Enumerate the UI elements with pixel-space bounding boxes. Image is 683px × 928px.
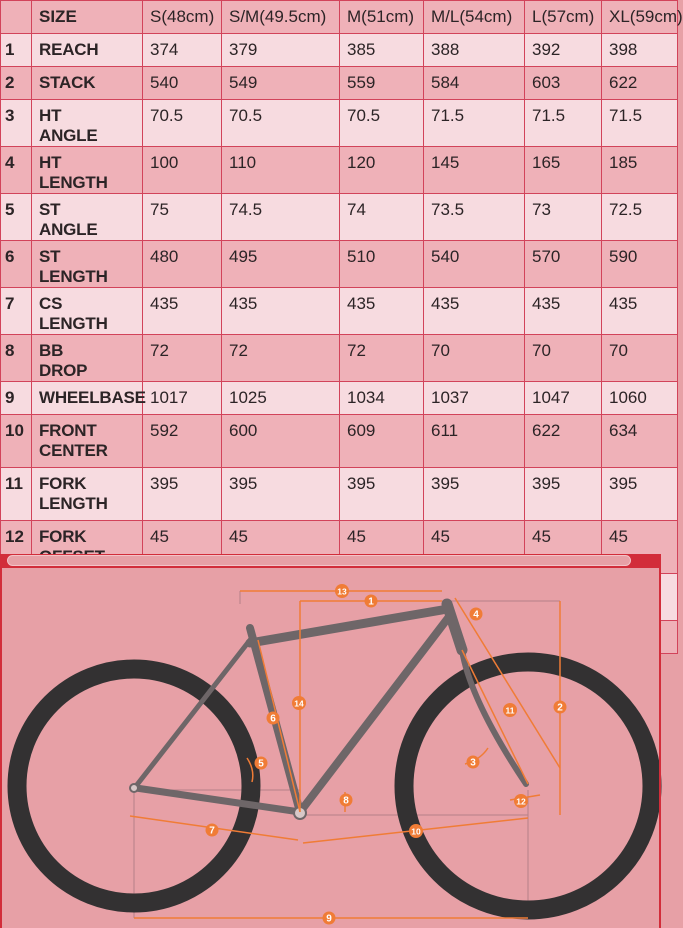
row-label: ST ANGLE	[32, 194, 143, 241]
row-label: FRONT CENTER	[32, 415, 143, 468]
row-number: 6	[1, 241, 32, 288]
row-label: BB DROP	[32, 335, 143, 382]
value-cell: 592	[143, 415, 222, 468]
value-cell: 435	[424, 288, 525, 335]
value-cell: 45	[222, 521, 340, 574]
marker-11	[503, 703, 517, 717]
table-row	[1, 67, 678, 100]
table-row	[1, 194, 678, 241]
table-row	[1, 100, 678, 147]
value-cell: 71.5	[525, 100, 602, 147]
header-cell: XL(59cm)	[602, 1, 678, 34]
marker-label: 13	[337, 586, 347, 597]
marker-label: 3	[470, 757, 476, 769]
diagram-right-border	[659, 568, 661, 928]
value-cell: 100	[143, 147, 222, 194]
value-cell: 622	[525, 415, 602, 468]
header-cell	[1, 1, 32, 34]
row-label: HT ANGLE	[32, 100, 143, 147]
header-cell: M(51cm)	[340, 1, 424, 34]
table-row	[1, 147, 678, 194]
value-cell: 388	[424, 34, 525, 67]
value-cell: 395	[424, 468, 525, 521]
value-cell: 73	[525, 194, 602, 241]
value-cell: 71.5	[602, 100, 678, 147]
value-cell: 110	[222, 147, 340, 194]
marker-label: 4	[473, 609, 479, 621]
diagram-background	[0, 568, 661, 928]
value-cell: 435	[143, 288, 222, 335]
value-cell: 398	[602, 34, 678, 67]
value-cell: 72	[340, 335, 424, 382]
value-cell: 45	[525, 521, 602, 574]
marker-3	[467, 756, 480, 769]
marker-6	[267, 712, 280, 725]
value-cell: 609	[340, 415, 424, 468]
value-cell: 435	[602, 288, 678, 335]
marker-5	[255, 757, 268, 770]
value-cell: 70.5	[222, 100, 340, 147]
value-cell: 495	[222, 241, 340, 288]
value-cell: 559	[340, 67, 424, 100]
table-row	[1, 382, 678, 415]
header-cell: M/L(54cm)	[424, 1, 525, 34]
value-cell: 1017	[143, 382, 222, 415]
value-cell: 74	[340, 194, 424, 241]
row-number: 12	[1, 521, 32, 574]
value-cell: 45	[143, 521, 222, 574]
value-cell: 435	[340, 288, 424, 335]
value-cell: 374	[143, 34, 222, 67]
value-cell: 72	[143, 335, 222, 382]
row-number: 10	[1, 415, 32, 468]
value-cell: 549	[222, 67, 340, 100]
value-cell: 1034	[340, 382, 424, 415]
row-label: FORK LENGTH	[32, 468, 143, 521]
value-cell: 395	[340, 468, 424, 521]
table-row	[1, 415, 678, 468]
value-cell: 71.5	[424, 100, 525, 147]
marker-label: 8	[343, 795, 349, 807]
value-cell: 395	[602, 468, 678, 521]
marker-label: 12	[516, 796, 526, 807]
marker-1	[365, 595, 378, 608]
row-number: 1	[1, 34, 32, 67]
value-cell: 395	[143, 468, 222, 521]
marker-label: 2	[557, 702, 563, 714]
table-header-row	[1, 1, 678, 34]
value-cell: 622	[602, 67, 678, 100]
value-cell: 70.5	[340, 100, 424, 147]
row-number: 3	[1, 100, 32, 147]
value-cell: 1060	[602, 382, 678, 415]
value-cell: 385	[340, 34, 424, 67]
value-cell: 72.5	[602, 194, 678, 241]
row-number: 11	[1, 468, 32, 521]
value-cell: 74.5	[222, 194, 340, 241]
bike-geometry-diagram	[0, 568, 661, 928]
row-label: WHEELBASE	[32, 382, 143, 415]
row-label: HT LENGTH	[32, 147, 143, 194]
value-cell: 603	[525, 67, 602, 100]
row-number: 8	[1, 335, 32, 382]
scrollbar-thumb[interactable]	[7, 555, 631, 566]
row-number: 5	[1, 194, 32, 241]
row-label: STACK	[32, 67, 143, 100]
marker-10	[409, 824, 423, 838]
value-cell: 395	[525, 468, 602, 521]
marker-label: 5	[258, 758, 264, 770]
table-row	[1, 468, 678, 521]
marker-12	[514, 794, 528, 808]
value-cell: 540	[424, 241, 525, 288]
marker-label: 10	[411, 826, 421, 837]
row-number: 4	[1, 147, 32, 194]
value-cell: 590	[602, 241, 678, 288]
value-cell: 73.5	[424, 194, 525, 241]
value-cell: 611	[424, 415, 525, 468]
value-cell: 70	[602, 335, 678, 382]
row-number: 7	[1, 288, 32, 335]
header-cell: S(48cm)	[143, 1, 222, 34]
row-number: 2	[1, 67, 32, 100]
row-label: ST LENGTH	[32, 241, 143, 288]
value-cell: 510	[340, 241, 424, 288]
value-cell: 435	[222, 288, 340, 335]
table-row	[1, 288, 678, 335]
value-cell: 392	[525, 34, 602, 67]
value-cell: 634	[602, 415, 678, 468]
value-cell: 120	[340, 147, 424, 194]
marker-label: 14	[294, 698, 304, 709]
value-cell: 45	[424, 521, 525, 574]
marker-2	[554, 701, 567, 714]
marker-8	[340, 794, 353, 807]
value-cell: 379	[222, 34, 340, 67]
value-cell: 570	[525, 241, 602, 288]
marker-label: 6	[270, 713, 276, 725]
value-cell: 72	[222, 335, 340, 382]
table-row	[1, 34, 678, 67]
rear-dropout	[130, 784, 138, 792]
marker-13	[335, 584, 349, 598]
header-cell: SIZE	[32, 1, 143, 34]
marker-label: 11	[505, 705, 515, 716]
marker-4	[470, 608, 483, 621]
value-cell: 600	[222, 415, 340, 468]
value-cell: 1047	[525, 382, 602, 415]
value-cell: 145	[424, 147, 525, 194]
value-cell: 70.5	[143, 100, 222, 147]
value-cell: 1025	[222, 382, 340, 415]
value-cell: 185	[602, 147, 678, 194]
table-row	[1, 241, 678, 288]
row-label: CS LENGTH	[32, 288, 143, 335]
row-number: 9	[1, 382, 32, 415]
marker-label: 1	[368, 596, 374, 608]
table-row	[1, 335, 678, 382]
value-cell: 395	[222, 468, 340, 521]
marker-7	[206, 824, 219, 837]
value-cell: 1037	[424, 382, 525, 415]
value-cell: 45	[340, 521, 424, 574]
header-cell: S/M(49.5cm)	[222, 1, 340, 34]
row-label: FORK	[32, 521, 143, 574]
value-cell: 70	[525, 335, 602, 382]
marker-14	[292, 696, 306, 710]
value-cell: 165	[525, 147, 602, 194]
value-cell: 435	[525, 288, 602, 335]
value-cell: 45	[602, 521, 678, 574]
value-cell: 70	[424, 335, 525, 382]
marker-label: 9	[326, 913, 332, 925]
row-label: REACH	[32, 34, 143, 67]
value-cell: 584	[424, 67, 525, 100]
diagram-left-border	[0, 568, 2, 928]
header-cell: L(57cm)	[525, 1, 602, 34]
value-cell: 75	[143, 194, 222, 241]
value-cell: 540	[143, 67, 222, 100]
marker-9	[323, 912, 336, 925]
marker-label: 7	[209, 825, 215, 837]
value-cell: 480	[143, 241, 222, 288]
